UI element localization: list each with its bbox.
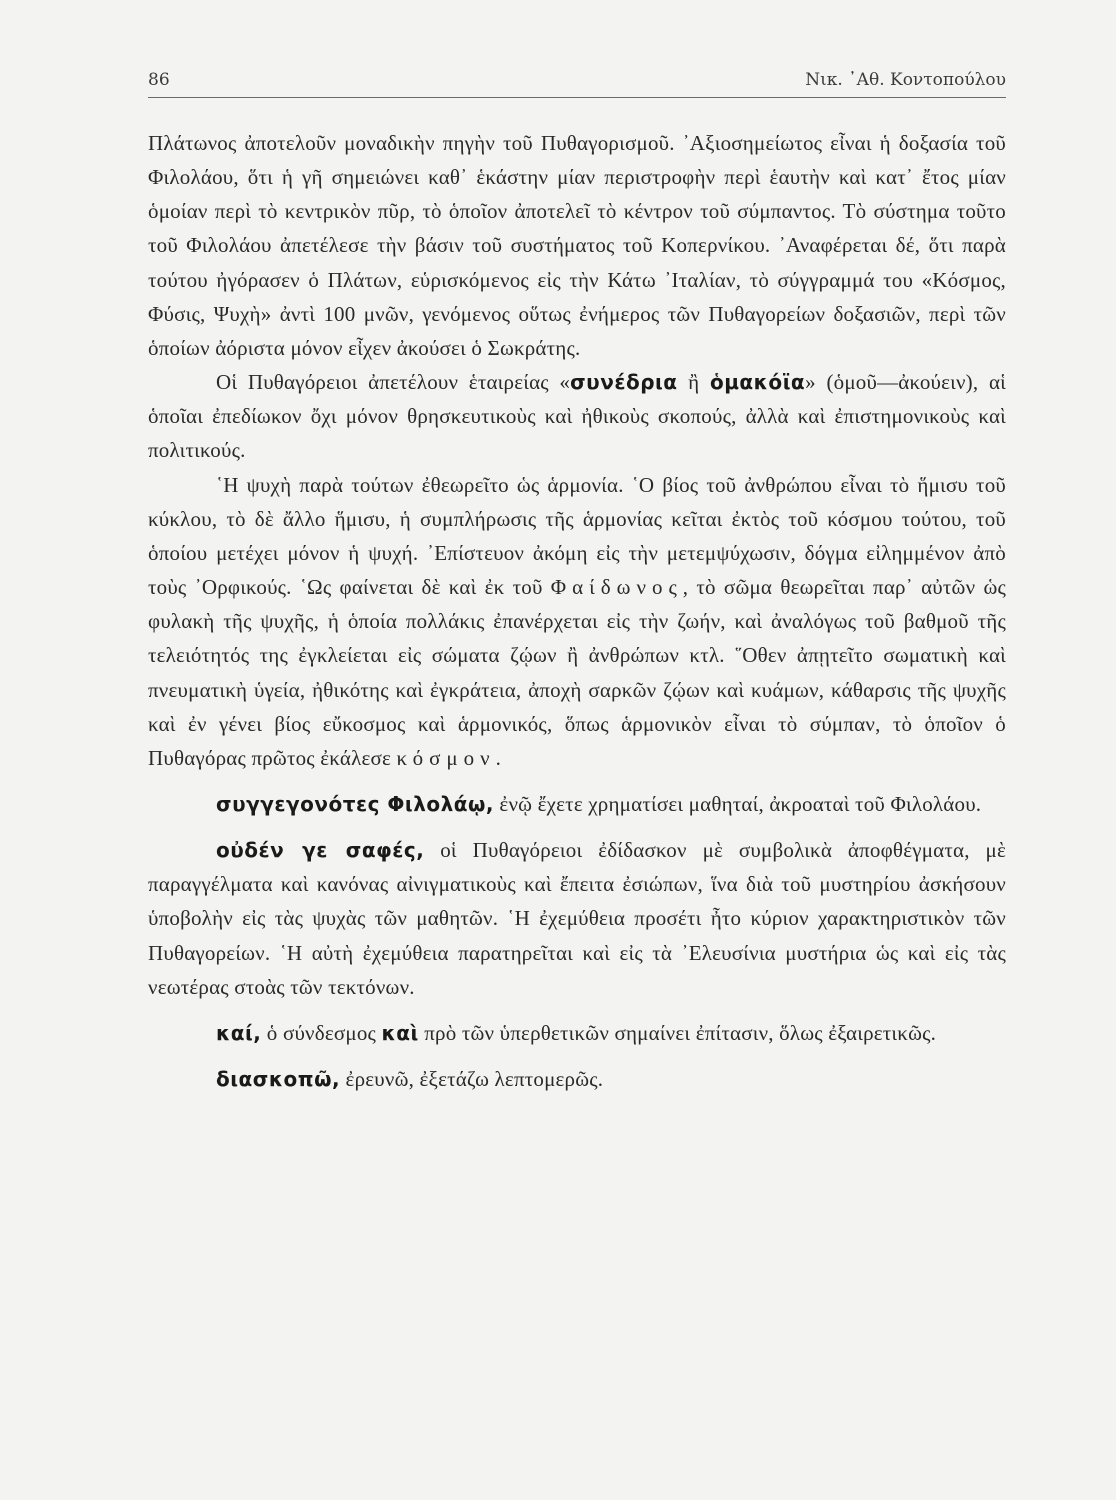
paragraph-psyche: ῾Η ψυχὴ παρὰ τούτων ἐθεωρεῖτο ὡς ἁρμονία. ῾Ο βίος τοῦ ἀνθρώπου εἶναι τὸ ἥμισυ τοῦ κύκλου, τὸ δὲ ἄλλο ἥμισυ, ἡ συμπλήρωσις τῆς ἁρμονίας κεῖται ἐκτὸς τοῦ κόσμου τούτου, τοῦ ὁποίου μετέχει μόνον ἡ ψυχή. ᾿Επίστευον ἀκόμη εἰς τὴν μετεμψύχωσιν, δόγμα εἰλημμένον ἀπὸ τοὺς ᾿Ορφικούς. ῾Ως φαίνεται δὲ καὶ ἐκ τοῦ Φαίδωνος, τὸ σῶμα θεωρεῖται παρ᾿ αὐτῶν ὡς φυλακὴ τῆς ψυχῆς, ἡ ὁποία πολλάκις ἐπανέρχεται εἰς τὴν ζωήν, καὶ ἀναλόγως τοῦ βαθμοῦ τῆς τελειότητός της ἐγκλείεται εἰς σώματα ζῴων ἢ ἀνθρώπων κτλ. ῞Οθεν ἀπῃτεῖτο σωματικὴ καὶ πνευματικὴ ὑγεία, ἠθικότης καὶ ἐγκράτεια, ἀποχὴ σαρκῶν ζῴων καὶ κυάμων, κάθαρσις τῆς ψυχῆς καὶ ἐν γένει βίος εὔκοσμος καὶ ἁρμονικός, ὅπως ἁρμονικὸν εἶναι τὸ σύμπαν, τὸ ὁποῖον ὁ Πυθαγόρας πρῶτος ἐκάλεσε κόσμον.: [148, 472, 1006, 770]
main-text: [148, 126, 1006, 1096]
spaced-term-phaidonos: Φαίδωνος: [550, 575, 683, 600]
paragraph-pythagoreioi: Οἱ Πυθαγόρειοι ἀπετέλουν ἑταιρείας «συνέδρια ἢ ὁμακόϊα» (ὁμοῦ—ἀκούειν), αἱ ὁποῖαι ἐπεδίωκον ὄχι μόνον θρησκευτικοὺς καὶ ἠθικοὺς σκοπούς, ἀλλὰ καὶ ἐπιστημονικοὺς καὶ πολιτικούς.: [148, 370, 1006, 463]
bold-term-synedria: συνέδρια: [570, 370, 678, 395]
gloss-syggegonotes: συγγεγονότες Φιλολάῳ, ἐνῷ ἔχετε χρηματίσει μαθηταί, ἀκροαταὶ τοῦ Φιλολάου.: [216, 791, 982, 816]
paragraph-platonos: Πλάτωνος ἀποτελοῦν μοναδικὴν πηγὴν τοῦ Πυθαγορισμοῦ. ᾿Αξιοσημείωτος εἶναι ἡ δοξασία τοῦ Φιλολάου, ὅτι ἡ γῆ σημειώνει καθ᾿ ἑκάστην μίαν περιστροφὴν περὶ ἑαυτὴν καὶ κατ᾿ ἔτος μίαν ὁμοίαν περὶ τὸ κεντρικὸν πῦρ, τὸ ὁποῖον ἀποτελεῖ τὸ κέντρον τοῦ σύμπαντος. Τὸ σύστημα τοῦτο τοῦ Φιλολάου ἀπετέλεσε τὴν βάσιν τοῦ συστήματος τοῦ Κοπερνίκου. ᾿Αναφέρεται δέ, ὅτι παρὰ τούτου ἠγόρασεν ὁ Πλάτων, εὑρισκόμενος εἰς τὴν Κάτω ᾿Ιταλίαν, τὸ σύγγραμμά του «Κόσμος, Φύσις, Ψυχὴ» ἀντὶ 100 μνῶν, γενόμενος οὕτως ἐνήμερος τῶν Πυθαγορείων δοξασιῶν, περὶ τῶν ὁποίων ἀόριστα μόνον εἶχεν ἀκούσει ὁ Σωκράτης.: [148, 131, 1006, 360]
gloss-lemma: διασκοπῶ,: [216, 1067, 341, 1092]
gloss-inline-term: καὶ: [381, 1020, 419, 1045]
gloss-lemma: συγγεγονότες Φιλολάῳ,: [216, 791, 494, 816]
running-header: [148, 70, 1006, 90]
gloss-diaskopo: διασκοπῶ, ἐρευνῶ, ἐξετάζω λεπτομερῶς.: [216, 1067, 604, 1092]
page-number: 86: [148, 70, 170, 90]
running-title: Νικ. ᾿Αθ. Κοντοπούλου: [805, 70, 1006, 90]
header-rule: [148, 97, 1006, 98]
gloss-ouden-ge-saphes: οὐδέν γε σαφές, οἱ Πυθαγόρειοι ἐδίδασκον μὲ συμβολικὰ ἀποφθέγματα, μὲ παραγγέλματα καὶ κανόνας αἰνιγματικοὺς καὶ ἔπειτα ἐσιώπων, ἵνα διὰ τοῦ μυστηρίου ἀσκήσουν ὑποβολὴν εἰς τὰς ψυχὰς τῶν μαθητῶν. ῾Η ἐχεμύθεια προσέτι ἦτο κύριον χαρακτηριστικὸν τῶν Πυθαγορείων. ῾Η αὐτὴ ἐχεμύθεια παρατηρεῖται καὶ εἰς τὰ ᾿Ελευσίνια μυστήρια ὡς καὶ εἰς τὰς νεωτέρας στοὰς τῶν τεκτόνων.: [148, 838, 1006, 999]
gloss-lemma: οὐδέν γε σαφές,: [216, 838, 425, 863]
spaced-term-kosmon: κόσμον: [396, 745, 496, 770]
gloss-kai: καί, ὁ σύνδεσμος καὶ πρὸ τῶν ὑπερθετικῶν σημαίνει ἐπίτασιν, ὅλως ἐξαιρετικῶς.: [216, 1020, 937, 1045]
gloss-lemma: καί,: [216, 1020, 262, 1045]
bold-term-homakoia: ὁμακόϊα: [709, 370, 806, 395]
